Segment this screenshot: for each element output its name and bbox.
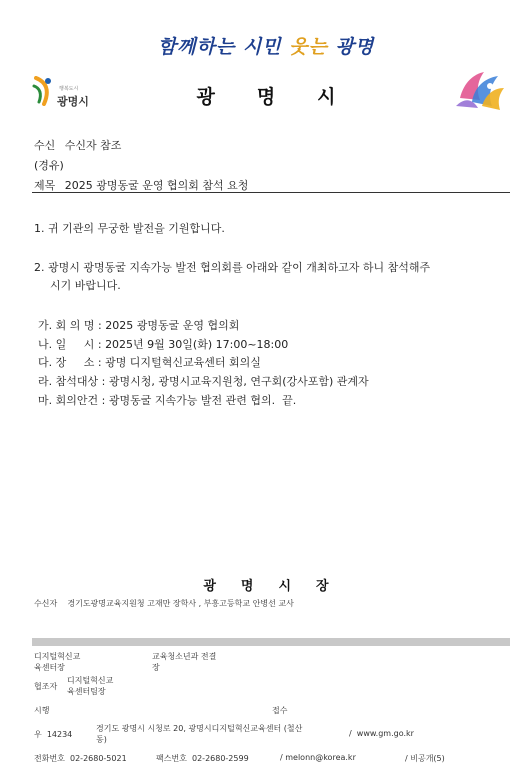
logo-tagline: 행복도시 xyxy=(59,86,79,92)
address-line-2: 동) xyxy=(96,735,107,744)
cooperator-line-1: 디지털혁신교 xyxy=(67,676,114,685)
receipt-label: 접수 xyxy=(272,706,288,715)
item-label: 가. 회 의 명 xyxy=(38,319,95,332)
detail-item xyxy=(38,317,239,333)
recipients-label: 수신자 xyxy=(34,599,58,608)
cooperator-label: 협조자 xyxy=(34,682,58,691)
paragraph-2-line-2: 시기 바랍니다. xyxy=(50,279,121,292)
disclosure-status: / 비공개(5) xyxy=(405,754,445,763)
subject-label: 제목 xyxy=(34,179,56,192)
detail-item xyxy=(38,373,369,389)
via-line: (경유) xyxy=(34,159,64,172)
execution-label: 시행 xyxy=(34,706,50,715)
logo-name: 광명시 xyxy=(57,95,89,108)
item-separator: : xyxy=(94,338,106,351)
item-label: 마. 회의안건 xyxy=(38,394,99,407)
recipient-value: 수신자 참조 xyxy=(64,139,122,152)
recipient-line xyxy=(34,137,121,153)
item-separator: : xyxy=(98,375,109,388)
footer-divider-bar xyxy=(32,638,510,646)
item-value: 광명 디지털혁신교육센터 회의실 xyxy=(105,356,261,369)
approver-line-2: 장 xyxy=(152,663,160,672)
subject-divider xyxy=(32,192,510,193)
item-value: 2025 광명동굴 운영 협의회 xyxy=(105,319,240,332)
emblem-icon xyxy=(454,68,506,112)
drafter-line-2: 육센터장 xyxy=(34,663,65,672)
postal-code: 우 14234 xyxy=(34,730,73,739)
address-line-1: 경기도 광명시 시청로 20, 광명시디지털혁신교육센터 (철산 xyxy=(96,724,303,733)
paragraph-1: 1. 귀 기관의 무궁한 발전을 기원합니다. xyxy=(34,222,225,235)
drafter-line-1: 디지털혁신교 xyxy=(34,652,81,661)
slogan-part-1: 함께하는 시민 xyxy=(157,36,290,58)
item-value: 2025년 9월 30일(화) 17:00~18:00 xyxy=(105,338,289,351)
slogan xyxy=(0,32,532,59)
item-label: 라. 참석대상 xyxy=(38,375,99,388)
subject-line xyxy=(34,177,248,193)
approver-line-1: 교육청소년과 전결 xyxy=(152,652,217,661)
detail-item xyxy=(38,354,261,370)
item-separator: : xyxy=(98,394,109,407)
cooperator-line-2: 육센터팀장 xyxy=(67,687,106,696)
homepage: / www.gm.go.kr xyxy=(349,729,414,738)
recipients-value: 경기도광명교육지원청 고재만 장학사 , 부흥고등학교 안병선 교사 xyxy=(67,599,294,608)
sender-title: 광명시장 xyxy=(203,579,354,594)
recipients-line xyxy=(34,598,294,609)
detail-item xyxy=(38,336,288,352)
item-value: 광명동굴 지속가능 발전 관련 협의. 끝. xyxy=(108,394,297,407)
subject-value: 2025 광명동굴 운영 협의회 참석 요청 xyxy=(64,179,249,192)
org-title: 광명시 xyxy=(196,86,378,108)
slogan-part-3: 광명 xyxy=(327,36,375,58)
detail-item xyxy=(38,392,296,408)
item-separator: : xyxy=(94,319,106,332)
recipient-label: 수신 xyxy=(34,139,56,152)
slogan-part-2: 웃는 xyxy=(289,36,328,58)
item-separator: : xyxy=(94,356,106,369)
item-label: 나. 일 시 xyxy=(38,338,95,351)
item-label: 다. 장 소 xyxy=(38,356,95,369)
item-value: 광명시청, 광명시교육지원청, 연구회(강사포함) 관계자 xyxy=(108,375,369,388)
fax-number: 팩스번호 02-2680-2599 xyxy=(156,754,249,763)
paragraph-2-line-1: 2. 광명시 광명동굴 지속가능 발전 협의회를 아래와 같이 개최하고자 하니 참석해주 xyxy=(34,261,431,274)
phone-number: 전화번호 02-2680-5021 xyxy=(34,754,127,763)
email: / melonn@korea.kr xyxy=(280,753,356,762)
